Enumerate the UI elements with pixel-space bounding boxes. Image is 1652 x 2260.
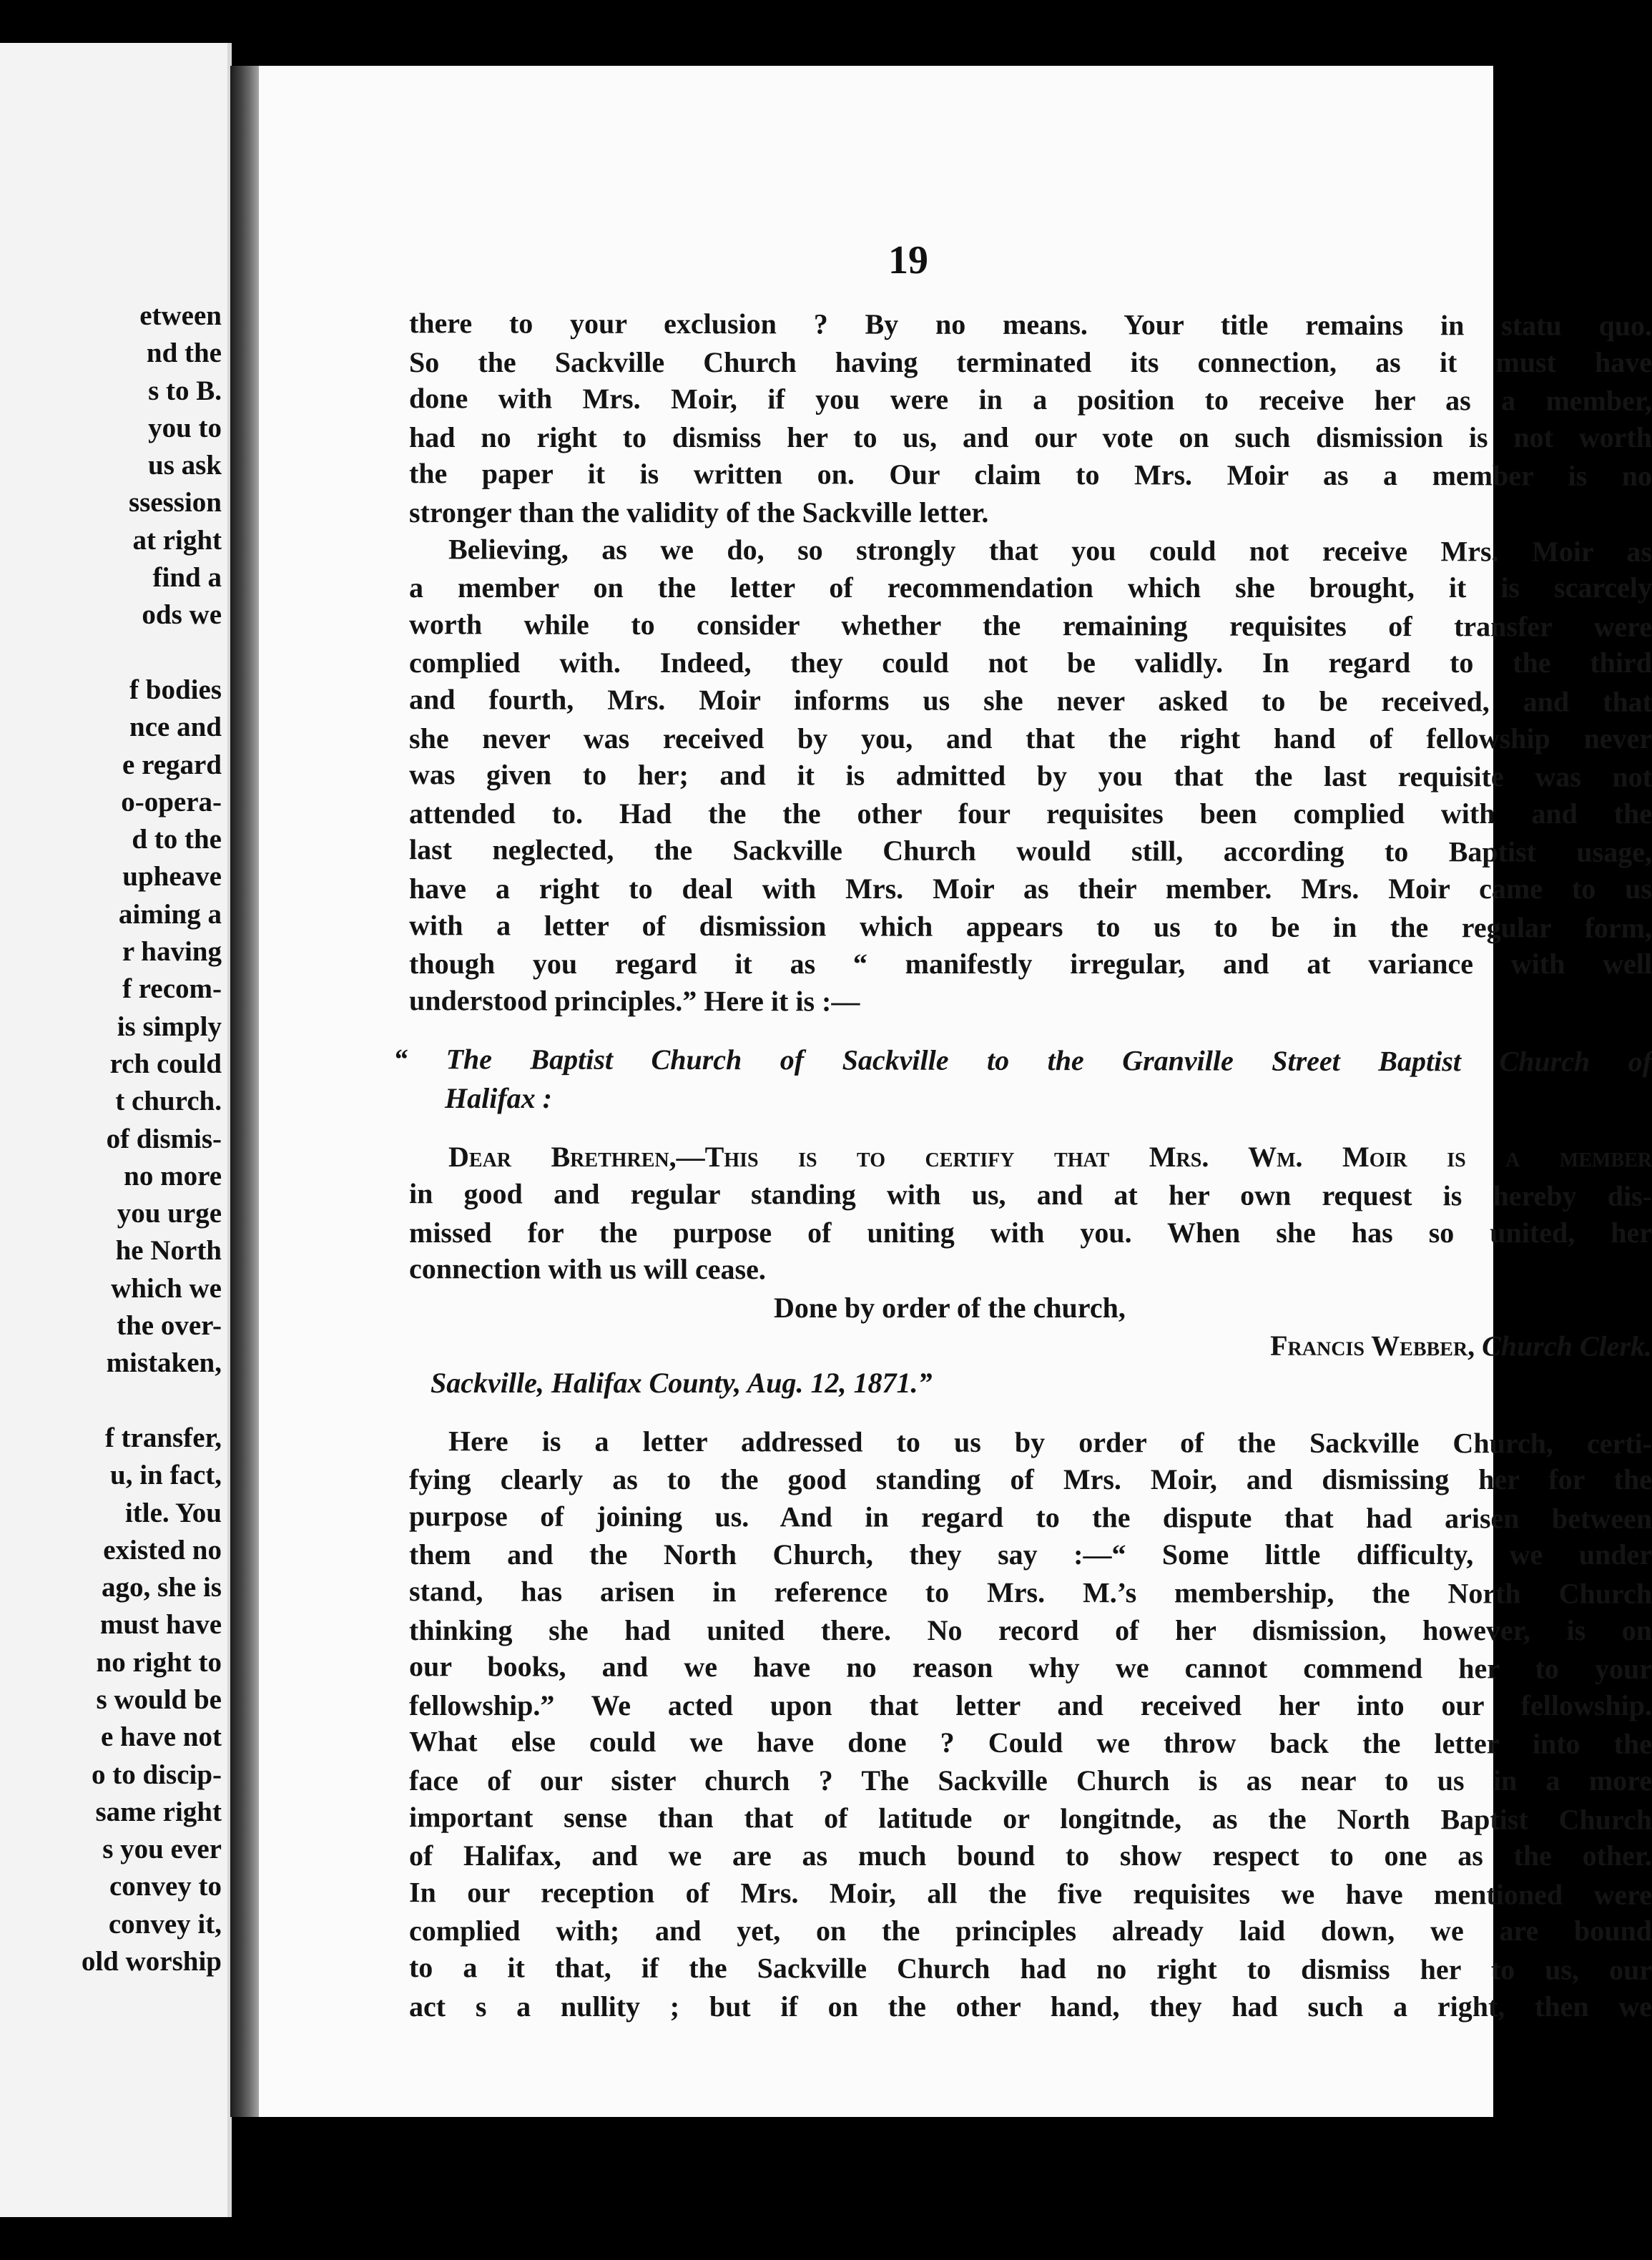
- facing-page-line: r having: [122, 936, 222, 968]
- facing-page-text: [0, 298, 222, 1980]
- facing-page-line: ods we: [142, 599, 222, 631]
- facing-page-line: f transfer,: [104, 1422, 222, 1453]
- facing-page-line: he North: [115, 1235, 222, 1267]
- facing-page-line: e have not: [101, 1721, 222, 1753]
- letter-place-date: Sackville, Halifax County, Aug. 12, 1871.”: [431, 1367, 933, 1400]
- text-line: the paper it is written on. Our claim to Mrs. Moir as a member is no: [408, 457, 1652, 493]
- facing-page-line: o to discip-: [91, 1759, 222, 1790]
- signer-name: Francis Webber,: [1270, 1330, 1475, 1362]
- text-line: our books, and we have no reason why we cannot commend her to your: [408, 1650, 1652, 1686]
- facing-page-line: f bodies: [129, 674, 222, 705]
- text-line: Believing, as we do, so strongly that you could not receive Mrs. Moir as: [448, 532, 1652, 568]
- text-line: fying clearly as to the good standing of Mrs. Moir, and dismissing her for the: [409, 1463, 1652, 1496]
- text-line: complied with; and yet, on the principles already laid down, we are bound: [409, 1915, 1652, 1947]
- text-line: fellowship.” We acted upon that letter and received her into our fellowship.: [409, 1689, 1652, 1721]
- facing-page-line: aiming a: [118, 898, 222, 930]
- binding-shadow: [230, 66, 262, 2117]
- text-line: them and the North Church, they say :—“ Some little difficulty, we under: [409, 1538, 1652, 1571]
- facing-page-line: existed no: [103, 1534, 222, 1566]
- facing-page-line: of dismis-: [106, 1123, 222, 1154]
- letter-line: missed for the purpose of uniting with you. When she has so united, her: [409, 1216, 1652, 1249]
- letter-line: in good and regular standing with us, and at her own request is hereby dis-: [408, 1177, 1652, 1212]
- text-line: with a letter of dismission which appears to us to be in the regular form,: [408, 908, 1652, 944]
- text-line: though you regard it as “ manifestly irregular, and at variance with well: [409, 948, 1652, 981]
- text-line: stand, has arisen in reference to Mrs. M.’s membership, the North Church: [408, 1575, 1652, 1610]
- facing-page-line: nd the: [146, 338, 222, 369]
- letter-heading: “ The Baptist Church of Sackville to the Granville Street Baptist Church of: [393, 1043, 1652, 1079]
- facing-page-line: must have: [99, 1609, 222, 1641]
- text-line: she never was received by you, and that the right hand of fellowship never: [409, 722, 1652, 755]
- facing-page-line: find a: [152, 562, 222, 594]
- text-line: important sense than that of latitude or longitnde, as the North Baptist Church: [408, 1800, 1652, 1836]
- letter-line: [409, 1139, 1652, 1176]
- facing-page-line: ssession: [128, 487, 222, 519]
- text-line: complied with. Indeed, they could not be validly. In regard to the third: [409, 647, 1652, 679]
- facing-page-fragment: [0, 43, 232, 2217]
- text-line: face of our sister church ? The Sackville Church is as near to us in a more: [409, 1764, 1652, 1797]
- main-page: [259, 66, 1652, 2117]
- facing-page-line: s you ever: [102, 1834, 222, 1865]
- text-line: What else could we have done ? Could we throw back the letter into the: [408, 1725, 1652, 1761]
- text-line: last neglected, the Sackville Church would still, according to Baptist usage,: [408, 833, 1652, 869]
- spacer: [409, 1402, 1652, 1424]
- letter-signoff: Done by order of the church,: [774, 1291, 1126, 1324]
- facing-page-line: no right to: [96, 1646, 222, 1678]
- text-line: thinking she had united there. No record of her dismission, however, is on: [409, 1613, 1652, 1646]
- facing-page-line: [0, 634, 222, 672]
- facing-page-line: which we: [111, 1272, 222, 1304]
- facing-page-line: same right: [95, 1796, 222, 1827]
- facing-page-line: [0, 1382, 222, 1420]
- text-line: had no right to dismiss her to us, and our vote on such dismission is not worth: [409, 421, 1652, 453]
- facing-page-line: you urge: [117, 1198, 222, 1229]
- facing-page-line: f recom-: [122, 973, 222, 1005]
- facing-page-line: convey it,: [108, 1908, 222, 1940]
- text-line: attended to. Had the the other four requisites been complied with and the: [409, 797, 1652, 830]
- text-line: worth while to consider whether the remaining requisites of transfer were: [408, 607, 1652, 643]
- facing-page-line: convey to: [109, 1871, 222, 1902]
- facing-page-line: at right: [132, 524, 222, 556]
- paragraph-2: [409, 532, 1652, 1021]
- facing-page-line: d to the: [132, 824, 222, 855]
- text-line: and fourth, Mrs. Moir informs us she never asked to be received, and that: [408, 683, 1652, 718]
- text-line: a member on the letter of recommendation which she brought, it is scarcely: [409, 571, 1652, 604]
- page-number: 19: [888, 238, 928, 282]
- facing-page-line: upheave: [122, 861, 222, 893]
- text-line: there to your exclusion ? By no means. Your title remains in statu quo.: [408, 307, 1652, 342]
- text-line: Here is a letter addressed to us by order of the Sackville Church, certi-: [448, 1424, 1652, 1460]
- text-line: stronger than the validity of the Sackville letter.: [409, 496, 989, 529]
- paragraph-1: [409, 306, 1652, 532]
- facing-page-line: you to: [148, 412, 222, 443]
- facing-page-line: itle. You: [124, 1497, 222, 1528]
- paragraph-3: [409, 1424, 1652, 2026]
- facing-page-line: the over-: [117, 1310, 222, 1342]
- facing-page-line: etween: [139, 300, 222, 331]
- text-line: have a right to deal with Mrs. Moir as their member. Mrs. Moir came to us: [409, 872, 1652, 905]
- page-body: [393, 306, 1652, 2025]
- facing-page-line: s would be: [96, 1684, 222, 1715]
- facing-page-line: old worship: [81, 1946, 222, 1978]
- facing-page-line: nce and: [129, 712, 222, 743]
- text-line: to a it that, if the Sackville Church had no right to dismiss her to us, our: [408, 1951, 1652, 1986]
- facing-page-line: mistaken,: [106, 1347, 222, 1379]
- facing-page-line: t church.: [115, 1086, 222, 1117]
- facing-page-line: e regard: [122, 749, 222, 780]
- text-line: was given to her; and it is admitted by you that the last requisite was not: [408, 758, 1652, 793]
- facing-page-line: rch could: [109, 1048, 222, 1079]
- spacer: [409, 1021, 1652, 1042]
- quoted-letter: [393, 1042, 1652, 1402]
- text-line: of Halifax, and we are as much bound to show respect to one as the other.: [409, 1839, 1652, 1872]
- text-line: purpose of joining us. And in regard to the dispute that had arisen between: [408, 1499, 1652, 1535]
- facing-page-line: u, in fact,: [110, 1460, 222, 1491]
- text-line: done with Mrs. Moir, if you were in a position to receive her as a member,: [408, 382, 1652, 418]
- letter-heading: Halifax :: [445, 1081, 552, 1114]
- text-line: understood principles.” Here it is :—: [408, 983, 860, 1018]
- letter-line: connection with us will cease.: [408, 1252, 766, 1286]
- text-line: In our reception of Mrs. Moir, all the five requisites we have mentioned were: [408, 1875, 1652, 1911]
- text-line: So the Sackville Church having terminated its connection, as it must have: [409, 345, 1652, 378]
- facing-page-line: s to B.: [148, 375, 222, 406]
- spacer: [409, 1117, 1652, 1139]
- signer-title: Church Clerk.: [1482, 1330, 1652, 1363]
- facing-page-line: ago, she is: [102, 1572, 222, 1603]
- facing-page-line: is simply: [117, 1011, 222, 1042]
- letter-signature: [409, 1326, 1652, 1366]
- facing-page-line: no more: [124, 1160, 222, 1192]
- facing-page-line: o-opera-: [121, 786, 222, 817]
- salutation: Dear Brethren,—This is to certify that Mrs. Wm. Moir is a member: [448, 1141, 1652, 1174]
- text-line: act s a nullity ; but if on the other hand, they had such a right, then we: [409, 1990, 1652, 2023]
- facing-page-line: us ask: [148, 450, 222, 481]
